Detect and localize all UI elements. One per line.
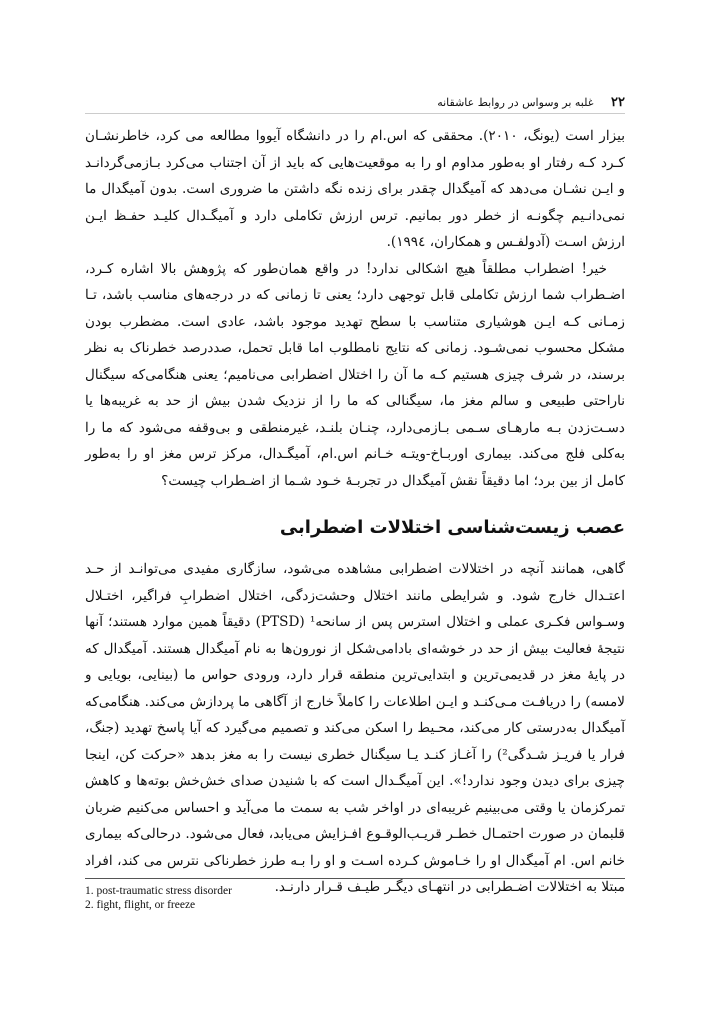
section-heading: عصب زیست‌شناسی اختلالات اضطرابی <box>279 517 625 538</box>
section-body-text <box>85 556 625 901</box>
header-divider <box>85 113 625 114</box>
footnote-divider <box>85 878 625 879</box>
paragraph: خیر! اضطراب مطلقاً هیچ اشکالی ندارد! در واقع همان‌طور که پژوهش بالا اشاره کـرد، اضـطراب شما ارزش تکاملی قابل توجهی دارد؛ یعنی تا زمانی که در درجه‌های مناسب باشد، تـا زمـانی کـه ایـن هوشیاری متناسب با سطح تهدید موجود باشد، عادی است. مضطرب بودن مشکل محسوب نمی‌شـود. زمانی که نتایج نامطلوب اما قابل تحمل، صددرصد خطرناک به نظر برسند، در شرف چیزی هستیم کـه ما آن را اختلال اضطرابی می‌نامیم؛ یعنی هنگامی‌که سیگنال ناراحتی طبیعی و سالم مغز ما، سیگنالی که ما را از نزدیک شدن بیش از حد به غریبه‌ها یا دسـت‌زدن بـه مارهـای سـمی بـازمی‌دارد، چنـان بلنـد، غیرمنطقی و بی‌وقفه می‌شود که ما را به‌کلی فلج می‌کند. بیماری اوربـاخ-ویتـه خـانم اس.ام، آمیگـدال، مرکز ترس مغز او را به‌طور کامل از بین برد؛ اما دقیقاً نقش آمیگدال در تجربـۀ خـود شـما از اضـطراب چیست؟ <box>85 260 625 489</box>
page-number: ۲۲ <box>611 95 625 110</box>
footnote: 1. post-traumatic stress disorder <box>85 885 232 897</box>
footnotes <box>85 884 485 912</box>
footnote: 2. fight, flight, or freeze <box>85 899 196 911</box>
running-header <box>85 94 625 112</box>
paragraph: بیزار است (یونگ، ۲۰۱۰). محققی که اس.ام را در دانشگاه آیووا مطالعه می کرد، خاطرنشـان کـرد کـه رفتار او به‌طور مداوم او را به موقعیت‌هایی که باید از آن اجتناب می‌کرد بـازمی‌گردانـد و ایـن نشـان می‌دهد که آمیگدال چقدر برای زنده نگه داشتن ما ضروری است. بدون آمیگدال ما نمی‌دانـیم چگونـه از خطر دور بمانیم. ترس ارزش تکاملی دارد و آمیگـدال کلیـد حفـظ ایـن ارزش اسـت (آدولفـس و همکاران، ۱۹۹٤). <box>85 128 626 250</box>
body-text <box>85 123 625 494</box>
paragraph: گاهی، همانند آنچه در اختلالات اضطرابی مشاهده می‌شود، سازگاری مفیدی می‌توانـد از حـد اعتـدال خارج شود. و شرایطی مانند اختلال وحشت‌زدگی، اختلال اضطرابِ فراگیر، اختـلال وسـواس فکـری عملی و اختلال استرس پس از سانحه¹ (PTSD) دقیقاً همین موارد هستند؛ آنها نتیجۀ فعالیت بیش از حد در خوشه‌ای بادامی‌شکل از نورون‌ها به نام آمیگدال هستند. آمیگدال که در پایۀ مغز در قدیمی‌ترین و ابتدایی‌ترین منطقه قرار دارد، ورودی حواس ما (بینایی، بویایی و لامسه) را دریافـت مـی‌کنـد و ایـن اطلاعات را کاملاً خارج از آگاهی ما پردازش می‌کند. هنگامی‌که آمیگدال به‌درستی کار می‌کند، محـیط را اسکن می‌کند و تصمیم می‌گیرد که آیا پاسخ تهدید (جنگ، فرار یا فریـز شـدگی²) را آغـاز کنـد یـا سیگنال خطری نیست را به مغز بدهد «حرکت کن، اینجا چیزی برای دیدن وجود ندارد!». این آمیگـدال است که با شنیدن صدای خش‌خش بوته‌ها و کاهش تمرکزمان یا وقتی می‌بینیم غریبه‌ای در اواخر شب به سمت ما می‌آید و احساس می‌کنیم ضربان قلبمان در صورت احتمـال خطـر قریـب‌الوقـوع افـزایش می‌یابد، فعال می‌شود. درحالی‌که بیماری خانم اس. ام آمیگدال او را خـاموش کـرده اسـت و او را بـه طرز خطرناکی نترس می کند، افراد مبتلا به اختلالات اضـطرابی در انتهـای دیگـر طیـف قـرار دارنـد. <box>85 561 626 895</box>
book-title: غلبه بر وسواس در روابط عاشقانه <box>437 96 594 109</box>
